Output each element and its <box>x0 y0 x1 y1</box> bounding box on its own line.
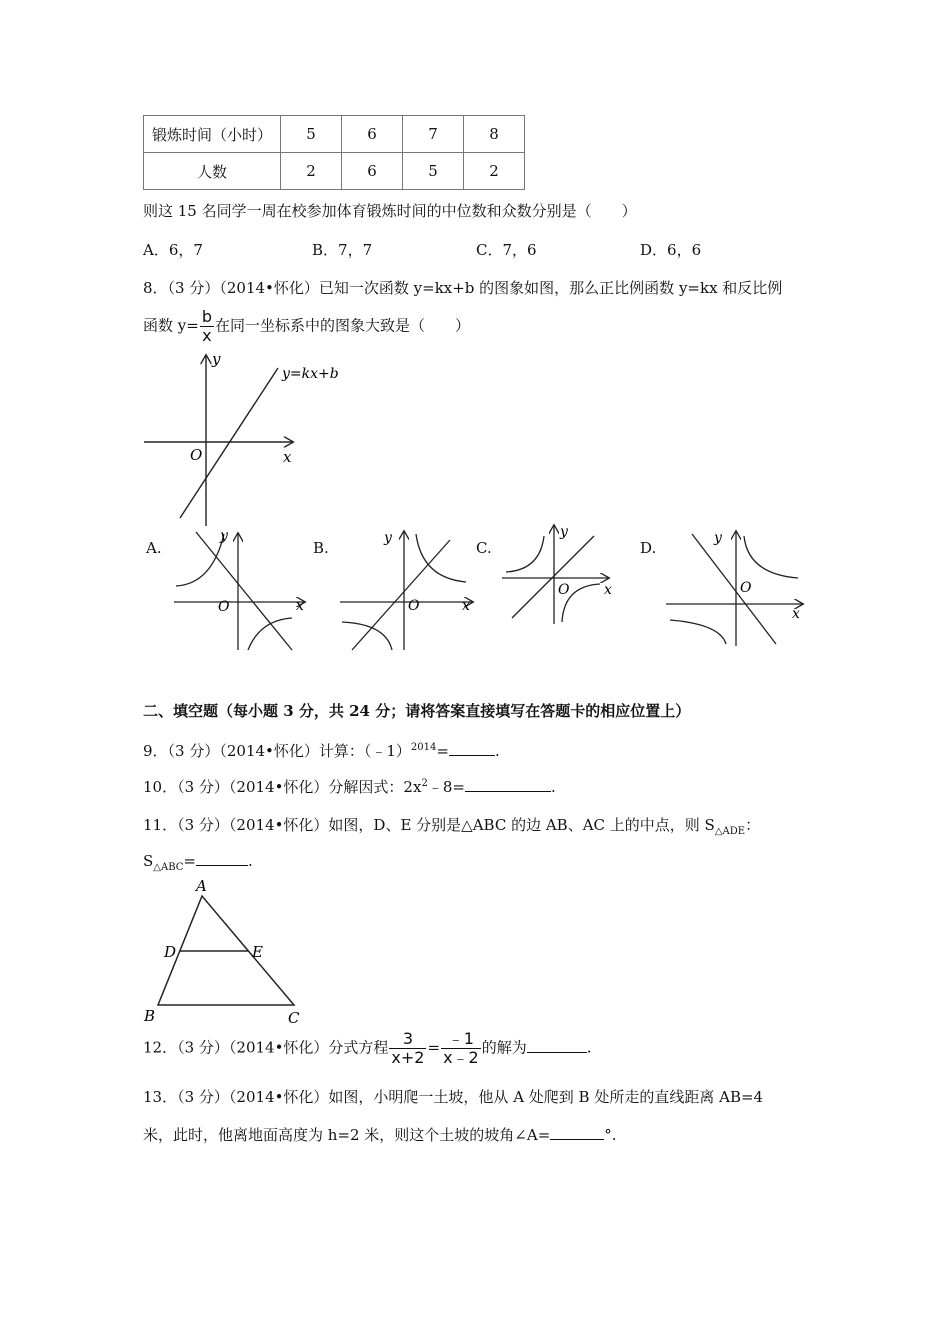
q7-option-a: A．6，7 <box>143 241 203 259</box>
q8-line2-suffix: 在同一坐标系中的图象大致是（ ） <box>214 316 470 335</box>
q9-prefix: 9．（3 分）（2014•怀化）计算：（﹣1） <box>143 742 411 760</box>
linear-function-graph <box>140 350 340 528</box>
answer-blank[interactable] <box>449 741 495 756</box>
q8-line2-prefix: 函数 y= <box>143 316 199 335</box>
origin-label: O <box>408 598 420 614</box>
table-cell: 8 <box>464 116 525 153</box>
q12-suffix: 的解为 <box>481 1038 527 1057</box>
q11-end: . <box>247 852 253 870</box>
point-label-d: D <box>164 943 177 961</box>
fraction-numerator: ﹣1 <box>441 1030 481 1049</box>
hyperbola-branch <box>416 534 466 582</box>
fraction-numerator: 3 <box>389 1030 426 1049</box>
answer-blank[interactable] <box>196 851 248 866</box>
q8-option-a-label: A. <box>146 539 162 557</box>
q11-equals: = <box>183 852 196 870</box>
q8-fraction <box>200 308 214 345</box>
q9-exponent: 2014 <box>410 742 437 753</box>
fraction-numerator: b <box>201 307 212 326</box>
q12-fraction-right <box>441 1030 481 1067</box>
proportional-line <box>512 536 594 618</box>
q8-line2 <box>143 308 470 345</box>
point-label-e: E <box>252 943 263 961</box>
q11-colon: ： <box>745 816 761 834</box>
q8-option-b-label: B. <box>313 539 329 557</box>
table-header-cell: 人数 <box>144 153 281 190</box>
origin-label: O <box>190 446 203 464</box>
triangle-figure <box>140 876 310 1028</box>
q9-equals: = <box>436 742 449 760</box>
section-title: 二、填空题（每小题 3 分，共 24 分；请将答案直接填写在答题卡的相应位置上） <box>143 702 691 720</box>
q12-equals: = <box>427 1038 441 1057</box>
y-axis-label: y <box>560 524 568 540</box>
y-axis-label: y <box>714 530 722 546</box>
table-cell: 6 <box>342 116 403 153</box>
q13-end: °. <box>604 1126 617 1144</box>
y-axis-label: y <box>220 528 228 544</box>
exercise-time-table <box>143 115 525 190</box>
answer-blank[interactable] <box>550 1125 604 1140</box>
x-axis-label: x <box>604 582 612 598</box>
table-cell: 2 <box>281 153 342 190</box>
y-axis-label: y <box>384 530 392 546</box>
q10-exponent: 2 <box>421 778 428 789</box>
hyperbola-branch <box>506 536 544 572</box>
q10-prefix: 10．（3 分）（2014•怀化）分解因式：2x <box>143 778 422 796</box>
x-axis-label: x <box>283 448 292 466</box>
q12-fraction-left <box>389 1030 426 1067</box>
q10-end: . <box>550 778 556 796</box>
q12-end: . <box>586 1038 592 1057</box>
fraction-denominator: x <box>202 326 212 345</box>
x-axis-label: x <box>296 598 304 614</box>
y-axis-label: y <box>212 350 221 368</box>
q12-prefix: 12．（3 分）（2014•怀化）分式方程 <box>143 1038 389 1057</box>
origin-label: O <box>558 582 570 598</box>
q10-line <box>143 776 556 797</box>
q7-option-b: B．7，7 <box>312 241 373 259</box>
q7-option-c: C．7，6 <box>476 241 537 259</box>
q8-line1: 8．（3 分）（2014•怀化）已知一次函数 y=kx+b 的图象如图，那么正比例函数 y=kx 和反比例 <box>143 279 783 297</box>
q11-subscript: △ADE <box>714 826 746 837</box>
option-c-graph <box>500 522 620 626</box>
q11-line1-text: 11．（3 分）（2014•怀化）如图，D、E 分别是△ABC 的边 AB、AC 上的中点，则 S <box>143 816 715 834</box>
table-row <box>144 116 525 153</box>
table-cell: 5 <box>403 153 464 190</box>
fraction-denominator: x﹣2 <box>443 1048 479 1067</box>
q9-line <box>143 740 500 761</box>
table-header-cell: 锻炼时间（小时） <box>144 116 281 153</box>
hyperbola-branch <box>176 534 224 586</box>
q13-line2-text: 米，此时，他离地面高度为 h=2 米，则这个土坡的坡角∠A= <box>143 1126 551 1144</box>
table-cell: 7 <box>403 116 464 153</box>
point-label-a: A <box>196 877 207 895</box>
q8-option-d-label: D. <box>640 539 657 557</box>
option-a-graph <box>172 528 312 652</box>
proportional-line <box>692 534 776 644</box>
function-line <box>180 368 278 518</box>
answer-blank[interactable] <box>527 1038 587 1053</box>
proportional-line <box>196 532 292 650</box>
function-label: y=kx+b <box>282 366 339 382</box>
q12-line <box>143 1030 592 1067</box>
fraction-denominator: x+2 <box>391 1048 425 1067</box>
q11-subscript: △ABC <box>153 862 184 873</box>
q11-line2 <box>143 851 253 873</box>
q7-option-d: D．6，6 <box>640 241 702 259</box>
q9-end: . <box>494 742 500 760</box>
q11-line2-text: S <box>143 852 154 870</box>
answer-blank[interactable] <box>465 777 551 792</box>
x-axis-label: x <box>792 606 800 622</box>
hyperbola-branch <box>744 536 798 578</box>
table-cell: 6 <box>342 153 403 190</box>
option-d-graph <box>664 526 808 648</box>
q13-line1: 13．（3 分）（2014•怀化）如图，小明爬一土坡，他从 A 处爬到 B 处所走的直线距离 AB=4 <box>143 1088 764 1106</box>
origin-label: O <box>218 599 230 615</box>
origin-label: O <box>740 580 752 596</box>
table-cell: 2 <box>464 153 525 190</box>
q8-option-c-label: C. <box>476 539 492 557</box>
q7-stem: 则这 15 名同学一周在校参加体育锻炼时间的中位数和众数分别是（ ） <box>143 202 637 220</box>
q13-line2 <box>143 1124 617 1145</box>
point-label-c: C <box>288 1009 300 1027</box>
q10-suffix: ﹣8= <box>427 778 465 796</box>
point-label-b: B <box>144 1007 156 1025</box>
table-row <box>144 153 525 190</box>
q11-line1 <box>143 814 760 837</box>
hyperbola-branch <box>670 620 726 644</box>
x-axis-label: x <box>462 598 470 614</box>
hyperbola-branch <box>342 622 392 650</box>
table-cell: 5 <box>281 116 342 153</box>
proportional-line <box>352 540 450 650</box>
option-b-graph <box>338 526 478 652</box>
